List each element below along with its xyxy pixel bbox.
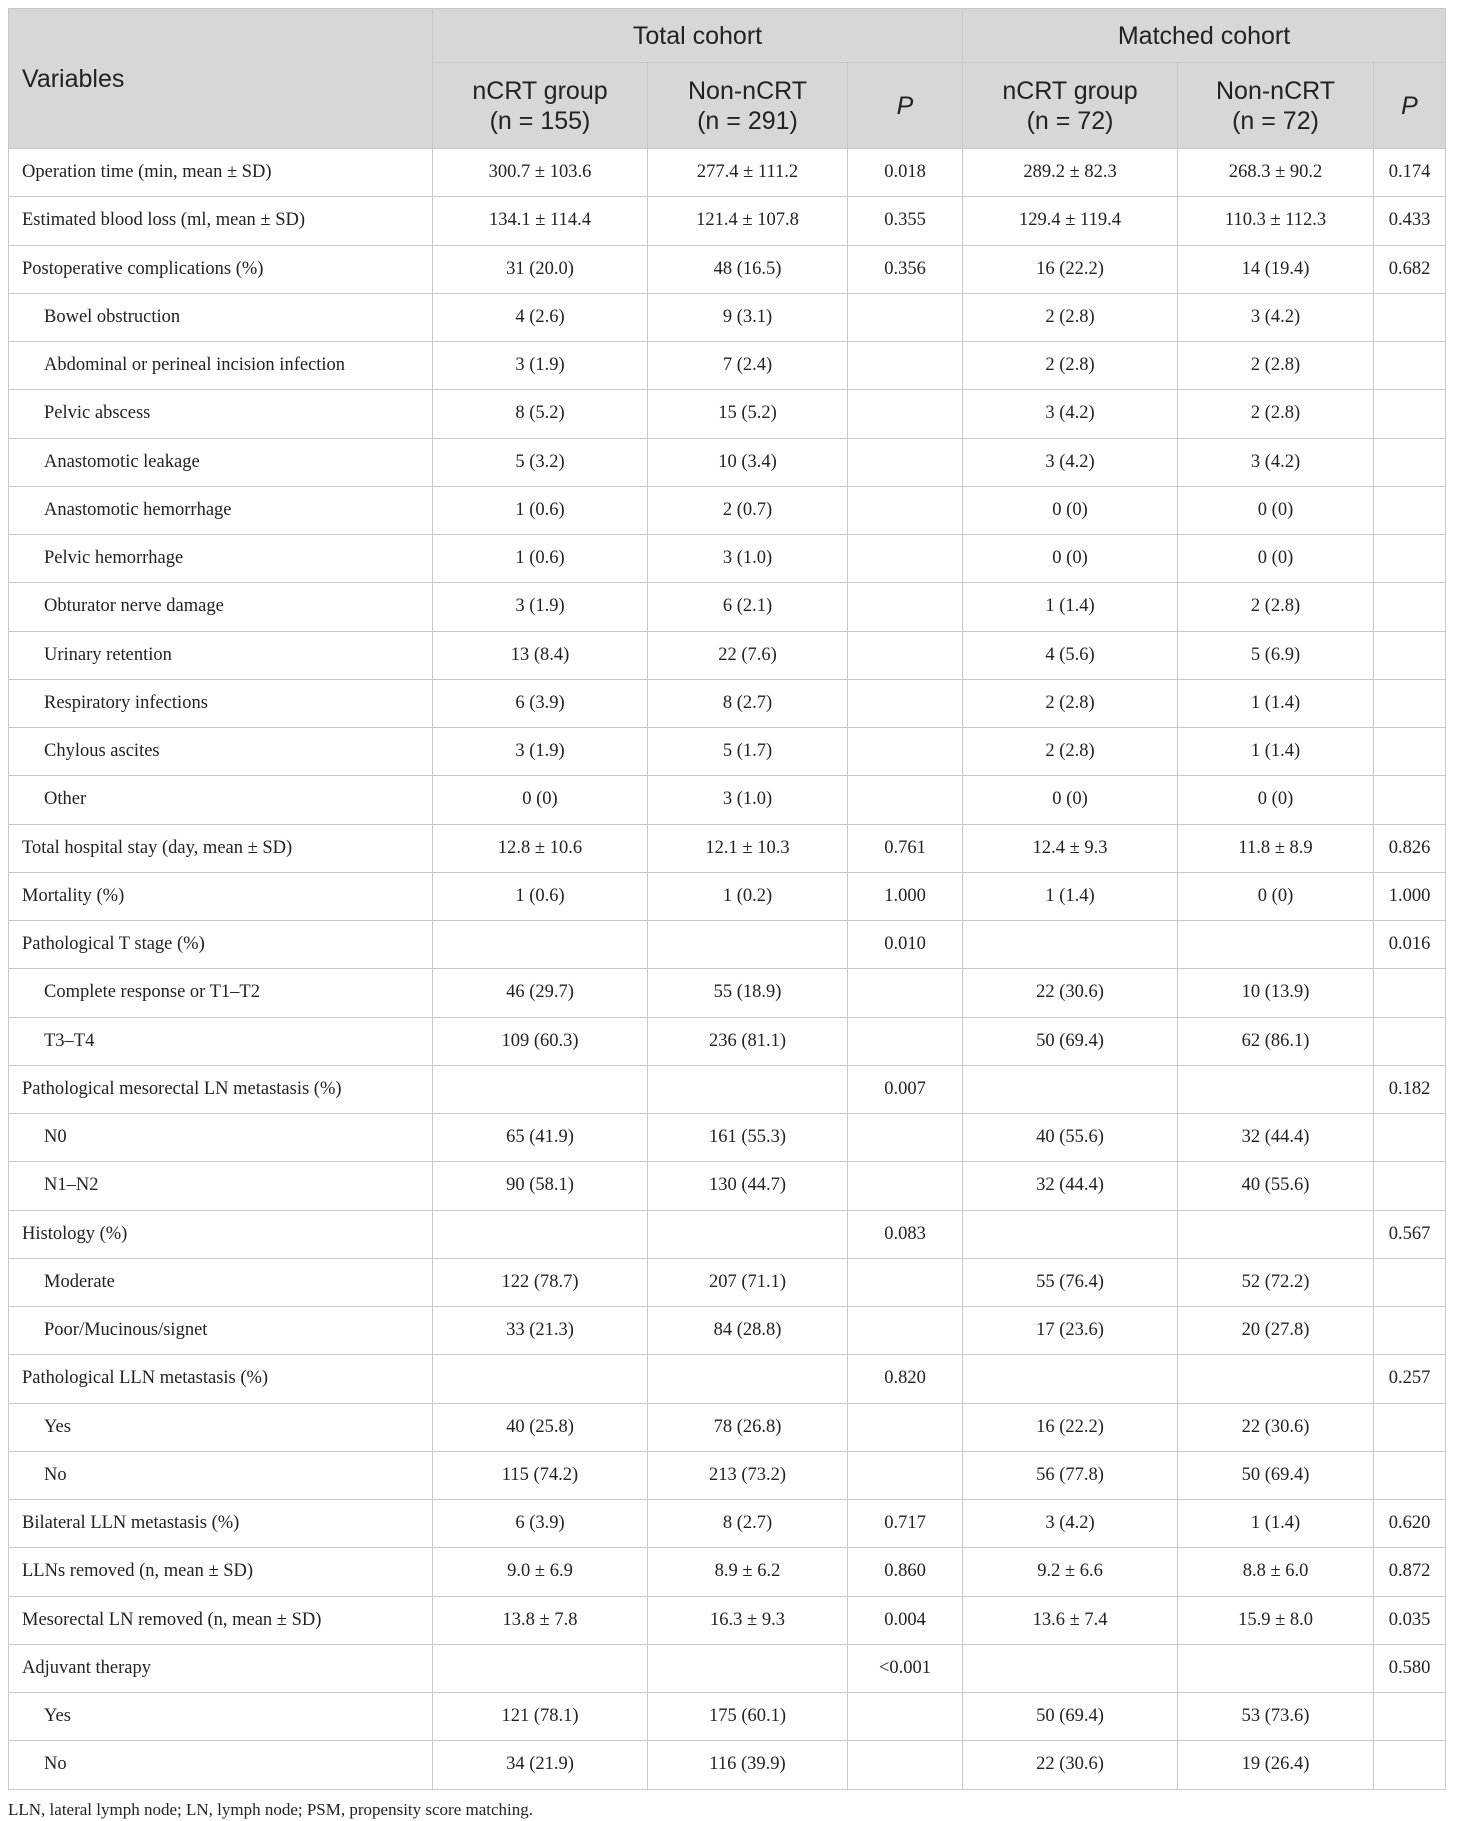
cell-matched-p: 0.433 — [1374, 197, 1446, 245]
cell-matched-non-ncrt: 32 (44.4) — [1178, 1114, 1374, 1162]
cell-matched-p — [1374, 293, 1446, 341]
table-row — [9, 1065, 1446, 1113]
row-label: Abdominal or perineal incision infection — [9, 342, 433, 390]
table-row — [9, 583, 1446, 631]
cell-total-p: 0.004 — [848, 1596, 963, 1644]
cell-matched-p — [1374, 1258, 1446, 1306]
cell-matched-non-ncrt: 11.8 ± 8.9 — [1178, 824, 1374, 872]
table-footnote: LLN, lateral lymph node; LN, lymph node; PSM, propensity score matching. — [8, 1799, 534, 1819]
cell-total-ncrt — [433, 1210, 648, 1258]
table-container — [8, 8, 1445, 1820]
cell-matched-ncrt — [963, 921, 1178, 969]
row-label: N0 — [9, 1114, 433, 1162]
cell-total-p — [848, 1162, 963, 1210]
cell-matched-ncrt: 3 (4.2) — [963, 438, 1178, 486]
cell-total-p — [848, 293, 963, 341]
cell-total-p: 0.018 — [848, 149, 963, 197]
cell-matched-p: 0.016 — [1374, 921, 1446, 969]
row-label: Pathological T stage (%) — [9, 921, 433, 969]
cell-total-p: 0.761 — [848, 824, 963, 872]
cell-matched-non-ncrt: 10 (13.9) — [1178, 969, 1374, 1017]
cell-total-p — [848, 969, 963, 1017]
cell-matched-non-ncrt: 2 (2.8) — [1178, 390, 1374, 438]
header-non-ncrt-total — [648, 63, 848, 149]
cell-matched-p — [1374, 535, 1446, 583]
cell-matched-non-ncrt: 8.8 ± 6.0 — [1178, 1548, 1374, 1596]
cell-total-p: 0.820 — [848, 1355, 963, 1403]
cell-total-non-ncrt: 48 (16.5) — [648, 245, 848, 293]
table-row — [9, 1451, 1446, 1499]
cell-matched-non-ncrt: 3 (4.2) — [1178, 293, 1374, 341]
row-label: Urinary retention — [9, 631, 433, 679]
cell-total-p — [848, 438, 963, 486]
table-row — [9, 245, 1446, 293]
cell-matched-p — [1374, 1403, 1446, 1451]
cell-total-p — [848, 583, 963, 631]
cell-matched-ncrt: 0 (0) — [963, 776, 1178, 824]
table-row — [9, 149, 1446, 197]
cell-total-ncrt: 1 (0.6) — [433, 872, 648, 920]
table-row — [9, 390, 1446, 438]
cell-matched-ncrt: 50 (69.4) — [963, 1017, 1178, 1065]
cell-matched-p — [1374, 631, 1446, 679]
cell-matched-ncrt: 4 (5.6) — [963, 631, 1178, 679]
cell-matched-non-ncrt: 0 (0) — [1178, 872, 1374, 920]
cell-matched-ncrt: 0 (0) — [963, 535, 1178, 583]
cell-matched-non-ncrt: 40 (55.6) — [1178, 1162, 1374, 1210]
row-label: No — [9, 1451, 433, 1499]
cell-total-ncrt: 5 (3.2) — [433, 438, 648, 486]
cell-total-p — [848, 1451, 963, 1499]
table-row — [9, 1307, 1446, 1355]
table-row — [9, 1693, 1446, 1741]
cell-total-ncrt: 109 (60.3) — [433, 1017, 648, 1065]
cell-matched-ncrt: 13.6 ± 7.4 — [963, 1596, 1178, 1644]
row-label: Bilateral LLN metastasis (%) — [9, 1500, 433, 1548]
table-body — [9, 149, 1446, 1790]
cell-total-ncrt: 1 (0.6) — [433, 535, 648, 583]
cell-total-ncrt: 40 (25.8) — [433, 1403, 648, 1451]
cell-matched-non-ncrt: 50 (69.4) — [1178, 1451, 1374, 1499]
cell-total-p: 0.083 — [848, 1210, 963, 1258]
cell-total-non-ncrt — [648, 921, 848, 969]
cell-total-p: 0.860 — [848, 1548, 963, 1596]
cell-matched-ncrt: 55 (76.4) — [963, 1258, 1178, 1306]
cell-total-ncrt: 33 (21.3) — [433, 1307, 648, 1355]
table-row — [9, 969, 1446, 1017]
cell-total-non-ncrt: 213 (73.2) — [648, 1451, 848, 1499]
cell-matched-non-ncrt: 5 (6.9) — [1178, 631, 1374, 679]
cell-matched-non-ncrt: 62 (86.1) — [1178, 1017, 1374, 1065]
cell-matched-non-ncrt: 1 (1.4) — [1178, 679, 1374, 727]
cell-matched-ncrt: 9.2 ± 6.6 — [963, 1548, 1178, 1596]
cell-total-non-ncrt: 3 (1.0) — [648, 535, 848, 583]
row-label: Obturator nerve damage — [9, 583, 433, 631]
cell-matched-non-ncrt: 3 (4.2) — [1178, 438, 1374, 486]
cell-total-ncrt: 31 (20.0) — [433, 245, 648, 293]
cell-matched-non-ncrt: 52 (72.2) — [1178, 1258, 1374, 1306]
cell-matched-ncrt: 17 (23.6) — [963, 1307, 1178, 1355]
cell-total-non-ncrt: 5 (1.7) — [648, 728, 848, 776]
cell-total-non-ncrt: 277.4 ± 111.2 — [648, 149, 848, 197]
cell-matched-p: 0.035 — [1374, 1596, 1446, 1644]
cell-total-non-ncrt: 175 (60.1) — [648, 1693, 848, 1741]
cell-total-non-ncrt — [648, 1210, 848, 1258]
header-total-cohort: Total cohort — [433, 9, 963, 63]
cell-total-non-ncrt: 1 (0.2) — [648, 872, 848, 920]
row-label: Histology (%) — [9, 1210, 433, 1258]
table-row — [9, 1403, 1446, 1451]
cell-total-non-ncrt: 3 (1.0) — [648, 776, 848, 824]
cell-total-ncrt: 3 (1.9) — [433, 583, 648, 631]
header-ncrt-total-name: nCRT group — [472, 76, 608, 105]
row-label: Mesorectal LN removed (n, mean ± SD) — [9, 1596, 433, 1644]
cell-total-ncrt: 12.8 ± 10.6 — [433, 824, 648, 872]
cell-matched-non-ncrt: 0 (0) — [1178, 486, 1374, 534]
cell-matched-ncrt: 2 (2.8) — [963, 342, 1178, 390]
cell-total-non-ncrt: 9 (3.1) — [648, 293, 848, 341]
cell-matched-non-ncrt: 22 (30.6) — [1178, 1403, 1374, 1451]
row-label: Chylous ascites — [9, 728, 433, 776]
cell-total-non-ncrt: 130 (44.7) — [648, 1162, 848, 1210]
header-variables: Variables — [9, 9, 433, 149]
cell-total-non-ncrt: 161 (55.3) — [648, 1114, 848, 1162]
cell-matched-non-ncrt: 110.3 ± 112.3 — [1178, 197, 1374, 245]
cell-matched-ncrt: 1 (1.4) — [963, 872, 1178, 920]
cell-total-p — [848, 1741, 963, 1789]
cell-total-non-ncrt: 78 (26.8) — [648, 1403, 848, 1451]
cell-matched-ncrt: 56 (77.8) — [963, 1451, 1178, 1499]
table-row — [9, 679, 1446, 727]
cell-total-ncrt — [433, 1644, 648, 1692]
cell-matched-ncrt: 22 (30.6) — [963, 1741, 1178, 1789]
cell-matched-ncrt: 0 (0) — [963, 486, 1178, 534]
cell-matched-non-ncrt — [1178, 1210, 1374, 1258]
cell-matched-p — [1374, 679, 1446, 727]
row-label: T3–T4 — [9, 1017, 433, 1065]
cell-total-ncrt: 90 (58.1) — [433, 1162, 648, 1210]
header-ncrt-matched-n: (n = 72) — [1026, 106, 1114, 135]
cell-matched-non-ncrt — [1178, 1065, 1374, 1113]
row-label: Anastomotic hemorrhage — [9, 486, 433, 534]
cell-total-p: 0.717 — [848, 1500, 963, 1548]
cell-total-ncrt: 65 (41.9) — [433, 1114, 648, 1162]
cell-total-p — [848, 1693, 963, 1741]
row-label: Pelvic hemorrhage — [9, 535, 433, 583]
cell-total-ncrt — [433, 921, 648, 969]
table-header — [9, 9, 1446, 149]
header-non-ncrt-matched-name: Non-nCRT — [1216, 76, 1336, 105]
cell-total-ncrt: 13.8 ± 7.8 — [433, 1596, 648, 1644]
table-row — [9, 1258, 1446, 1306]
row-label: Pathological mesorectal LN metastasis (%) — [9, 1065, 433, 1113]
cell-total-p — [848, 1017, 963, 1065]
cell-total-ncrt: 6 (3.9) — [433, 1500, 648, 1548]
cell-total-non-ncrt: 2 (0.7) — [648, 486, 848, 534]
table-row — [9, 1596, 1446, 1644]
cell-total-non-ncrt: 6 (2.1) — [648, 583, 848, 631]
cell-matched-ncrt: 12.4 ± 9.3 — [963, 824, 1178, 872]
table-row — [9, 486, 1446, 534]
cell-matched-p: 0.620 — [1374, 1500, 1446, 1548]
cell-matched-p: 0.682 — [1374, 245, 1446, 293]
header-ncrt-total — [433, 63, 648, 149]
cell-matched-non-ncrt: 0 (0) — [1178, 776, 1374, 824]
header-non-ncrt-matched — [1178, 63, 1374, 149]
header-ncrt-total-n: (n = 155) — [489, 106, 591, 135]
row-label: Pelvic abscess — [9, 390, 433, 438]
cell-total-non-ncrt: 121.4 ± 107.8 — [648, 197, 848, 245]
cell-matched-non-ncrt: 2 (2.8) — [1178, 583, 1374, 631]
header-non-ncrt-total-n: (n = 291) — [697, 106, 798, 135]
header-ncrt-matched — [963, 63, 1178, 149]
table-row — [9, 921, 1446, 969]
cell-matched-p: 0.182 — [1374, 1065, 1446, 1113]
cell-total-non-ncrt: 8 (2.7) — [648, 1500, 848, 1548]
cell-matched-p — [1374, 342, 1446, 390]
row-label: Estimated blood loss (ml, mean ± SD) — [9, 197, 433, 245]
cell-total-p — [848, 1307, 963, 1355]
table-row — [9, 438, 1446, 486]
cell-total-p — [848, 631, 963, 679]
table-row — [9, 776, 1446, 824]
cell-matched-ncrt — [963, 1065, 1178, 1113]
table-row — [9, 1644, 1446, 1692]
cell-matched-ncrt: 3 (4.2) — [963, 1500, 1178, 1548]
cell-matched-non-ncrt — [1178, 921, 1374, 969]
cell-total-non-ncrt: 22 (7.6) — [648, 631, 848, 679]
cell-total-non-ncrt: 116 (39.9) — [648, 1741, 848, 1789]
cell-matched-p — [1374, 1741, 1446, 1789]
cell-matched-p — [1374, 1017, 1446, 1065]
table-row — [9, 1741, 1446, 1789]
cell-total-p — [848, 679, 963, 727]
cell-total-ncrt: 134.1 ± 114.4 — [433, 197, 648, 245]
row-label: Moderate — [9, 1258, 433, 1306]
cell-total-p: 0.356 — [848, 245, 963, 293]
table-row — [9, 197, 1446, 245]
cell-matched-ncrt: 2 (2.8) — [963, 728, 1178, 776]
cell-total-ncrt: 4 (2.6) — [433, 293, 648, 341]
cell-total-ncrt: 115 (74.2) — [433, 1451, 648, 1499]
table-row — [9, 1500, 1446, 1548]
cell-total-non-ncrt: 10 (3.4) — [648, 438, 848, 486]
cell-total-p — [848, 1403, 963, 1451]
table-row — [9, 631, 1446, 679]
cell-matched-non-ncrt: 268.3 ± 90.2 — [1178, 149, 1374, 197]
row-label: Yes — [9, 1693, 433, 1741]
row-label: Other — [9, 776, 433, 824]
cell-matched-ncrt: 32 (44.4) — [963, 1162, 1178, 1210]
table-row — [9, 1162, 1446, 1210]
cell-matched-non-ncrt: 0 (0) — [1178, 535, 1374, 583]
row-label: Complete response or T1–T2 — [9, 969, 433, 1017]
table-row — [9, 1548, 1446, 1596]
cell-total-ncrt: 34 (21.9) — [433, 1741, 648, 1789]
row-label: Mortality (%) — [9, 872, 433, 920]
header-matched-cohort: Matched cohort — [963, 9, 1446, 63]
cell-matched-p: 0.580 — [1374, 1644, 1446, 1692]
row-label: LLNs removed (n, mean ± SD) — [9, 1548, 433, 1596]
cell-total-p — [848, 535, 963, 583]
table-row — [9, 872, 1446, 920]
cell-total-ncrt: 1 (0.6) — [433, 486, 648, 534]
table-row — [9, 1210, 1446, 1258]
cell-total-p: 0.007 — [848, 1065, 963, 1113]
cell-total-p: 0.355 — [848, 197, 963, 245]
cell-total-non-ncrt: 84 (28.8) — [648, 1307, 848, 1355]
table-row — [9, 1017, 1446, 1065]
row-label: Total hospital stay (day, mean ± SD) — [9, 824, 433, 872]
cell-matched-p: 0.257 — [1374, 1355, 1446, 1403]
row-label: N1–N2 — [9, 1162, 433, 1210]
cell-matched-p: 0.174 — [1374, 149, 1446, 197]
cell-matched-p — [1374, 390, 1446, 438]
cell-matched-p: 0.826 — [1374, 824, 1446, 872]
cell-matched-ncrt: 3 (4.2) — [963, 390, 1178, 438]
cell-matched-ncrt: 1 (1.4) — [963, 583, 1178, 631]
cell-total-ncrt: 300.7 ± 103.6 — [433, 149, 648, 197]
cell-total-non-ncrt: 236 (81.1) — [648, 1017, 848, 1065]
cell-matched-p — [1374, 969, 1446, 1017]
cell-matched-non-ncrt: 14 (19.4) — [1178, 245, 1374, 293]
cell-total-ncrt: 9.0 ± 6.9 — [433, 1548, 648, 1596]
cell-total-non-ncrt — [648, 1065, 848, 1113]
cell-total-ncrt: 6 (3.9) — [433, 679, 648, 727]
cell-total-non-ncrt: 12.1 ± 10.3 — [648, 824, 848, 872]
table-row — [9, 1355, 1446, 1403]
cell-total-p: 1.000 — [848, 872, 963, 920]
cell-total-p — [848, 390, 963, 438]
cell-matched-non-ncrt: 15.9 ± 8.0 — [1178, 1596, 1374, 1644]
cell-total-ncrt: 3 (1.9) — [433, 728, 648, 776]
cell-matched-ncrt: 22 (30.6) — [963, 969, 1178, 1017]
cell-total-non-ncrt: 207 (71.1) — [648, 1258, 848, 1306]
cell-total-ncrt — [433, 1355, 648, 1403]
cell-total-non-ncrt — [648, 1644, 848, 1692]
cell-total-p: <0.001 — [848, 1644, 963, 1692]
cell-total-non-ncrt: 15 (5.2) — [648, 390, 848, 438]
cell-matched-p: 0.567 — [1374, 1210, 1446, 1258]
cell-total-ncrt: 13 (8.4) — [433, 631, 648, 679]
cell-matched-non-ncrt: 53 (73.6) — [1178, 1693, 1374, 1741]
header-ncrt-matched-name: nCRT group — [1002, 76, 1138, 105]
cell-total-non-ncrt: 55 (18.9) — [648, 969, 848, 1017]
cell-matched-p — [1374, 486, 1446, 534]
cell-matched-non-ncrt: 19 (26.4) — [1178, 1741, 1374, 1789]
cell-matched-non-ncrt: 2 (2.8) — [1178, 342, 1374, 390]
cell-matched-non-ncrt: 1 (1.4) — [1178, 1500, 1374, 1548]
cell-matched-p — [1374, 728, 1446, 776]
results-table — [8, 8, 1446, 1790]
cell-matched-ncrt: 40 (55.6) — [963, 1114, 1178, 1162]
cell-total-ncrt: 122 (78.7) — [433, 1258, 648, 1306]
cell-matched-ncrt — [963, 1644, 1178, 1692]
cell-matched-ncrt: 16 (22.2) — [963, 1403, 1178, 1451]
cell-matched-p: 0.872 — [1374, 1548, 1446, 1596]
cell-total-p — [848, 776, 963, 824]
row-label: Anastomotic leakage — [9, 438, 433, 486]
cell-total-non-ncrt: 7 (2.4) — [648, 342, 848, 390]
cell-total-p — [848, 1114, 963, 1162]
row-label: No — [9, 1741, 433, 1789]
row-label: Respiratory infections — [9, 679, 433, 727]
cell-matched-p — [1374, 776, 1446, 824]
cell-matched-p — [1374, 1693, 1446, 1741]
cell-total-non-ncrt: 16.3 ± 9.3 — [648, 1596, 848, 1644]
cell-matched-non-ncrt — [1178, 1355, 1374, 1403]
cell-total-ncrt — [433, 1065, 648, 1113]
cell-total-p — [848, 1258, 963, 1306]
cell-matched-ncrt: 2 (2.8) — [963, 679, 1178, 727]
cell-matched-p — [1374, 1162, 1446, 1210]
cell-matched-ncrt: 2 (2.8) — [963, 293, 1178, 341]
cell-matched-p — [1374, 1451, 1446, 1499]
header-non-ncrt-total-name: Non-nCRT — [687, 76, 808, 105]
table-row — [9, 293, 1446, 341]
row-label: Adjuvant therapy — [9, 1644, 433, 1692]
cell-total-ncrt: 0 (0) — [433, 776, 648, 824]
table-row — [9, 535, 1446, 583]
cell-total-p — [848, 486, 963, 534]
row-label: Operation time (min, mean ± SD) — [9, 149, 433, 197]
cell-matched-p — [1374, 1307, 1446, 1355]
row-label: Pathological LLN metastasis (%) — [9, 1355, 433, 1403]
cell-matched-ncrt: 129.4 ± 119.4 — [963, 197, 1178, 245]
header-p-total: P — [848, 63, 963, 149]
header-non-ncrt-matched-n: (n = 72) — [1232, 106, 1319, 135]
row-label: Postoperative complications (%) — [9, 245, 433, 293]
cell-matched-p — [1374, 1114, 1446, 1162]
cell-total-non-ncrt: 8 (2.7) — [648, 679, 848, 727]
cell-matched-non-ncrt: 1 (1.4) — [1178, 728, 1374, 776]
table-row — [9, 1114, 1446, 1162]
header-p-matched: P — [1374, 63, 1446, 149]
cell-matched-p: 1.000 — [1374, 872, 1446, 920]
row-label: Poor/Mucinous/signet — [9, 1307, 433, 1355]
table-row — [9, 824, 1446, 872]
cell-matched-p — [1374, 583, 1446, 631]
row-label: Bowel obstruction — [9, 293, 433, 341]
cell-total-ncrt: 3 (1.9) — [433, 342, 648, 390]
cell-total-ncrt: 8 (5.2) — [433, 390, 648, 438]
cell-total-p: 0.010 — [848, 921, 963, 969]
cell-matched-ncrt: 16 (22.2) — [963, 245, 1178, 293]
cell-total-p — [848, 728, 963, 776]
cell-matched-ncrt: 50 (69.4) — [963, 1693, 1178, 1741]
cell-total-ncrt: 46 (29.7) — [433, 969, 648, 1017]
cell-total-ncrt: 121 (78.1) — [433, 1693, 648, 1741]
table-row — [9, 342, 1446, 390]
cell-total-non-ncrt: 8.9 ± 6.2 — [648, 1548, 848, 1596]
cell-matched-ncrt: 289.2 ± 82.3 — [963, 149, 1178, 197]
cell-matched-ncrt — [963, 1210, 1178, 1258]
cell-matched-non-ncrt: 20 (27.8) — [1178, 1307, 1374, 1355]
table-row — [9, 728, 1446, 776]
cell-matched-p — [1374, 438, 1446, 486]
cell-total-non-ncrt — [648, 1355, 848, 1403]
cell-total-p — [848, 342, 963, 390]
cell-matched-non-ncrt — [1178, 1644, 1374, 1692]
row-label: Yes — [9, 1403, 433, 1451]
cell-matched-ncrt — [963, 1355, 1178, 1403]
